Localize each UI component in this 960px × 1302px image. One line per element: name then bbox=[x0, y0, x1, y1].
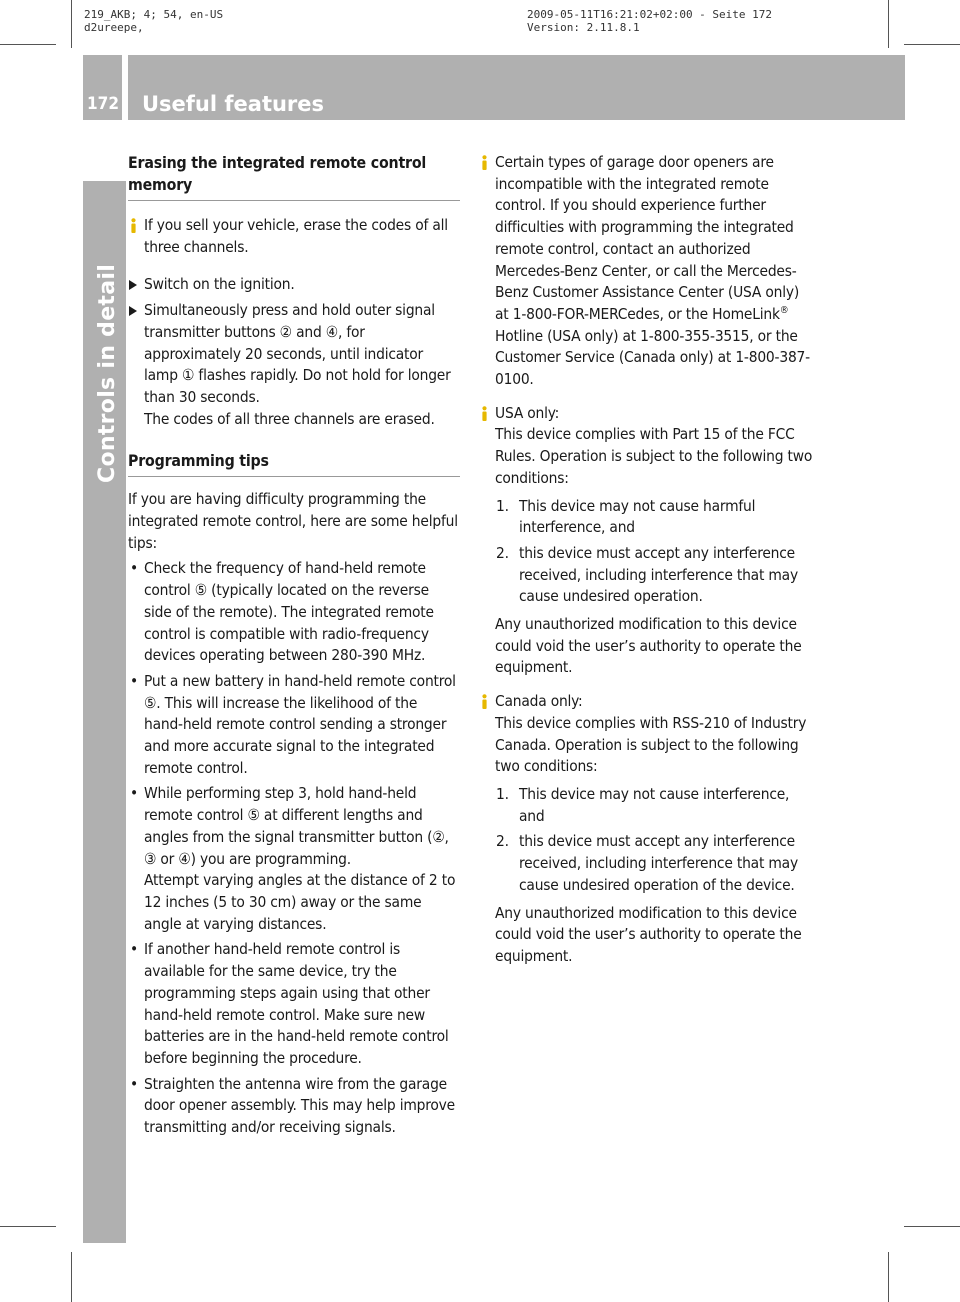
list-number: 1. bbox=[496, 496, 509, 515]
crop-mark bbox=[888, 1252, 889, 1302]
crop-mark bbox=[904, 1226, 960, 1227]
print-meta-right bbox=[527, 8, 772, 34]
list-number: 2. bbox=[496, 832, 509, 851]
step-item bbox=[128, 300, 460, 430]
tip-item bbox=[128, 783, 460, 935]
step-result: The codes of all three channels are erased. bbox=[144, 409, 435, 428]
meta-line: d2ureepe, bbox=[84, 21, 144, 34]
step-arrow-icon bbox=[129, 306, 137, 316]
list-text: this device must accept any interference received, including interference that may cause undesired operation. bbox=[519, 543, 798, 606]
list-item bbox=[495, 543, 814, 608]
list-text: This device may not cause harmful interference, and bbox=[519, 496, 756, 537]
crop-mark bbox=[71, 0, 72, 48]
tip-item bbox=[128, 671, 460, 780]
header-divider bbox=[122, 55, 128, 120]
step-arrow-icon bbox=[129, 280, 137, 290]
canada-title: Canada only: bbox=[495, 692, 583, 711]
tip-text: Put a new battery in hand-held remote control ⑤. This will increase the likelihood of the hand-held remote control sending a stronger and more accurate signal to the integrated remote control. bbox=[144, 671, 456, 777]
tip-item bbox=[128, 1074, 460, 1139]
chapter-label: Controls in detail bbox=[95, 263, 120, 483]
right-column bbox=[479, 152, 814, 968]
list-item bbox=[495, 831, 814, 896]
info-text-part: Hotline (USA only) at 1-800-355-3515, or the Customer Service (Canada only) at 1-800-387-0100. bbox=[495, 326, 810, 389]
meta-line: Version: 2.11.8.1 bbox=[527, 21, 640, 34]
list-item bbox=[495, 784, 814, 827]
canada-text: This device complies with RSS-210 of Industry Canada. Operation is subject to the following two conditions: bbox=[495, 713, 807, 776]
tip-item bbox=[128, 558, 460, 667]
canada-closing: Any unauthorized modification to this device could void the user’s authority to operate the equipment. bbox=[495, 903, 802, 965]
registered-mark: ® bbox=[779, 304, 789, 316]
info-text bbox=[495, 152, 814, 391]
tip-text: Straighten the antenna wire from the garage door opener assembly. This may help improve transmitting and/or receiving signals. bbox=[144, 1074, 455, 1137]
section-title: Useful features bbox=[142, 92, 325, 116]
left-column bbox=[128, 152, 460, 1139]
numbered-list bbox=[495, 784, 814, 897]
tips-heading: Programming tips bbox=[128, 450, 460, 477]
list-item bbox=[495, 496, 814, 539]
bullet-icon: • bbox=[130, 784, 138, 803]
page-number: 172 bbox=[87, 94, 119, 114]
meta-line: 2009-05-11T16:21:02+02:00 - Seite 172 bbox=[527, 8, 773, 21]
tip-text: While performing step 3, hold hand-held remote control ⑤ at different lengths and angles from the signal transmitter button (②, ③ or ④) you are programming. bbox=[144, 784, 449, 868]
tip-text: Check the frequency of hand-held remote control ⑤ (typically located on the reverse side of the remote). The integrated remote control is compatible with radio-frequency devices operating between 280-390 MHz. bbox=[144, 559, 434, 665]
info-icon bbox=[127, 218, 140, 233]
bullet-icon: • bbox=[130, 671, 138, 690]
step-item bbox=[128, 274, 460, 296]
meta-line: 219_AKB; 4; 54, en-US bbox=[84, 8, 224, 21]
crop-mark bbox=[0, 44, 56, 45]
crop-mark bbox=[0, 1226, 56, 1227]
usa-text: This device complies with Part 15 of the FCC Rules. Operation is subject to the following two conditions: bbox=[495, 425, 813, 487]
info-note-usa bbox=[479, 403, 814, 679]
list-number: 1. bbox=[496, 784, 509, 803]
bullet-icon: • bbox=[130, 1074, 138, 1093]
info-icon bbox=[478, 155, 491, 170]
crop-mark bbox=[888, 0, 889, 48]
tip-extra: Attempt varying angles at the distance of 2 to 12 inches (5 to 30 cm) away or the same angle at varying distances. bbox=[144, 871, 456, 933]
info-icon bbox=[478, 694, 491, 709]
bullet-icon: • bbox=[130, 559, 138, 578]
tip-item bbox=[128, 939, 460, 1069]
print-meta-left bbox=[84, 8, 223, 34]
erase-heading: Erasing the integrated remote control memory bbox=[128, 152, 460, 201]
usa-title: USA only: bbox=[495, 403, 560, 422]
tip-text: If another hand-held remote control is available for the same device, try the programming steps again using that other hand-held remote control. Make sure new batteries are in the hand-held remote control before beginning the procedure. bbox=[144, 940, 449, 1067]
info-text: If you sell your vehicle, erase the codes of all three channels. bbox=[144, 216, 448, 256]
step-text: Switch on the ignition. bbox=[144, 275, 295, 294]
info-note bbox=[128, 215, 460, 258]
info-note bbox=[479, 152, 814, 391]
list-text: this device must accept any interference received, including interference that may cause undesired operation of the device. bbox=[519, 832, 798, 894]
bullet-icon: • bbox=[130, 940, 138, 959]
numbered-list bbox=[495, 496, 814, 609]
list-text: This device may not cause interference, and bbox=[519, 784, 790, 825]
list-number: 2. bbox=[496, 543, 509, 562]
info-note-canada bbox=[479, 691, 814, 967]
tips-intro: If you are having difficulty programming the integrated remote control, here are some helpful tips: bbox=[128, 490, 458, 552]
step-text: Simultaneously press and hold outer signal transmitter buttons ② and ④, for approximately 20 seconds, until indicator lamp ① flashes rapidly. Do not hold for longer than 30 seconds. bbox=[144, 301, 451, 406]
info-text-part: Certain types of garage door openers are incompatible with the integrated remote control. If you should experience further difficulties with programming the integrated remote control, contact an authorized Mercedes-Benz Center, or call the Mercedes-Benz Customer Assistance Center (USA only) at 1-800-FOR-MERCedes, or the HomeLink bbox=[495, 153, 800, 323]
crop-mark bbox=[904, 44, 960, 45]
crop-mark bbox=[71, 1252, 72, 1302]
usa-closing: Any unauthorized modification to this device could void the user’s authority to operate the equipment. bbox=[495, 615, 802, 677]
info-icon bbox=[478, 406, 491, 421]
